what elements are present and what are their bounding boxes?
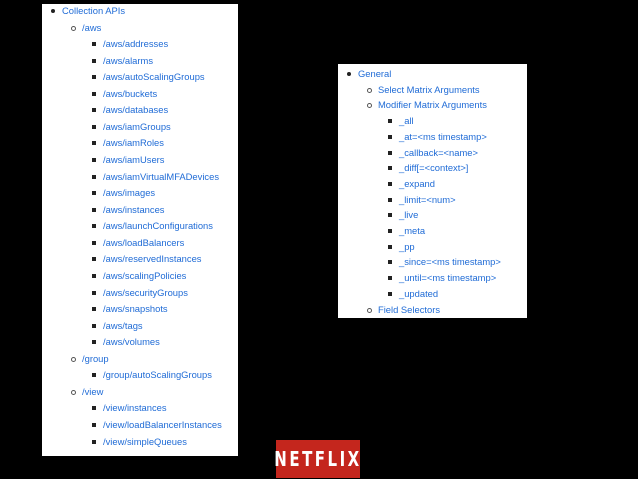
disc-bullet-icon xyxy=(347,72,351,76)
tree-item-link[interactable]: /view/loadBalancerInstances xyxy=(103,419,222,430)
square-bullet-icon xyxy=(92,340,96,344)
square-bullet-icon xyxy=(92,406,96,410)
square-bullet-icon xyxy=(92,440,96,444)
netflix-logo-text: NETFLIX xyxy=(274,446,362,472)
tree-item-link[interactable]: /aws/databases xyxy=(103,104,169,116)
tree-item-link[interactable]: _callback=<name> xyxy=(399,146,478,158)
square-bullet-icon xyxy=(388,119,392,123)
circle-bullet-icon xyxy=(367,88,372,93)
disc-bullet-icon xyxy=(51,9,55,13)
tree-item-link[interactable]: _pp xyxy=(399,240,415,252)
tree-item-link[interactable]: _meta xyxy=(399,225,426,236)
tree-item-link[interactable]: /aws/iamVirtualMFADevices xyxy=(103,170,220,182)
tree-item-link[interactable]: /group/autoScalingGroups xyxy=(103,369,212,381)
circle-bullet-icon xyxy=(367,103,372,108)
square-bullet-icon xyxy=(92,125,96,129)
collection-apis-panel xyxy=(42,4,238,456)
tree-item-link[interactable]: /aws/iamUsers xyxy=(103,154,165,166)
square-bullet-icon xyxy=(388,292,392,296)
tree-item-link[interactable]: /group xyxy=(82,352,109,364)
tree-item-link[interactable]: _all xyxy=(399,115,414,127)
tree-item-link[interactable]: /aws/securityGroups xyxy=(103,286,188,298)
tree-item-link[interactable]: /aws/alarms xyxy=(103,54,154,66)
circle-bullet-icon xyxy=(367,308,372,313)
tree-item-link[interactable]: Field Selectors xyxy=(378,303,441,315)
square-bullet-icon xyxy=(92,208,96,212)
tree-item-link[interactable]: /aws/reservedInstances xyxy=(103,253,202,265)
square-bullet-icon xyxy=(92,423,96,427)
tree-item-link[interactable]: /aws/scalingPolicies xyxy=(103,269,187,281)
tree-item-link[interactable]: /view/instances xyxy=(103,402,167,414)
tree-item-link[interactable]: /aws xyxy=(82,21,102,33)
tree-item-link[interactable]: /aws/volumes xyxy=(103,336,160,348)
tree-item-link[interactable]: Select Matrix Arguments xyxy=(378,83,480,95)
general-panel xyxy=(338,64,527,318)
square-bullet-icon xyxy=(92,307,96,311)
square-bullet-icon xyxy=(92,175,96,179)
tree-item-link[interactable]: _since=<ms timestamp> xyxy=(399,256,501,268)
tree-item-link[interactable]: _updated xyxy=(399,287,439,299)
tree-item-link[interactable]: Modifier Matrix Arguments xyxy=(378,99,487,111)
square-bullet-icon xyxy=(388,229,392,233)
square-bullet-icon xyxy=(92,274,96,278)
tree-item-link[interactable]: /view xyxy=(82,385,104,397)
square-bullet-icon xyxy=(388,135,392,139)
tree-item-link[interactable]: _until=<ms timestamp> xyxy=(399,272,497,284)
tree-item-link[interactable]: _limit=<num> xyxy=(399,193,456,205)
tree-item-link[interactable]: /aws/autoScalingGroups xyxy=(103,71,205,83)
tree-item-link[interactable]: _at=<ms timestamp> xyxy=(399,130,487,142)
tree-item-link[interactable]: /aws/launchConfigurations xyxy=(103,220,213,232)
square-bullet-icon xyxy=(92,291,96,295)
tree-item-link[interactable]: /aws/loadBalancers xyxy=(103,236,185,248)
tree-item-link[interactable]: _expand xyxy=(399,177,435,189)
tree-item-link[interactable]: /aws/images xyxy=(103,187,156,199)
square-bullet-icon xyxy=(388,213,392,217)
square-bullet-icon xyxy=(92,373,96,377)
square-bullet-icon xyxy=(388,182,392,186)
tree-item-link[interactable]: _diff[=<context>] xyxy=(399,162,469,174)
tree-item-link[interactable]: General xyxy=(358,68,392,79)
square-bullet-icon xyxy=(92,224,96,228)
netflix-logo xyxy=(276,440,360,478)
square-bullet-icon xyxy=(92,42,96,46)
circle-bullet-icon xyxy=(71,357,76,362)
circle-bullet-icon xyxy=(71,390,76,395)
square-bullet-icon xyxy=(388,276,392,280)
tree-item-link[interactable]: /aws/iamGroups xyxy=(103,120,171,132)
square-bullet-icon xyxy=(92,59,96,63)
square-bullet-icon xyxy=(92,108,96,112)
circle-bullet-icon xyxy=(71,26,76,31)
square-bullet-icon xyxy=(388,260,392,264)
square-bullet-icon xyxy=(388,166,392,170)
square-bullet-icon xyxy=(92,191,96,195)
tree-item-link[interactable]: /aws/instances xyxy=(103,203,165,215)
tree-item-link[interactable]: /aws/snapshots xyxy=(103,303,168,315)
tree-item-link[interactable]: _live xyxy=(399,209,419,221)
square-bullet-icon xyxy=(92,158,96,162)
tree-item-link[interactable]: /aws/iamRoles xyxy=(103,137,164,149)
square-bullet-icon xyxy=(388,245,392,249)
tree-item-link[interactable]: /aws/tags xyxy=(103,319,143,331)
tree-item-link[interactable]: /view/simpleQueues xyxy=(103,435,187,447)
square-bullet-icon xyxy=(388,151,392,155)
square-bullet-icon xyxy=(92,75,96,79)
tree-item-link[interactable]: /aws/addresses xyxy=(103,38,169,50)
square-bullet-icon xyxy=(92,92,96,96)
square-bullet-icon xyxy=(92,141,96,145)
tree-item-link[interactable]: Collection APIs xyxy=(62,5,126,16)
square-bullet-icon xyxy=(92,257,96,261)
square-bullet-icon xyxy=(92,241,96,245)
tree-item-link[interactable]: /aws/buckets xyxy=(103,87,158,99)
square-bullet-icon xyxy=(92,324,96,328)
square-bullet-icon xyxy=(388,198,392,202)
